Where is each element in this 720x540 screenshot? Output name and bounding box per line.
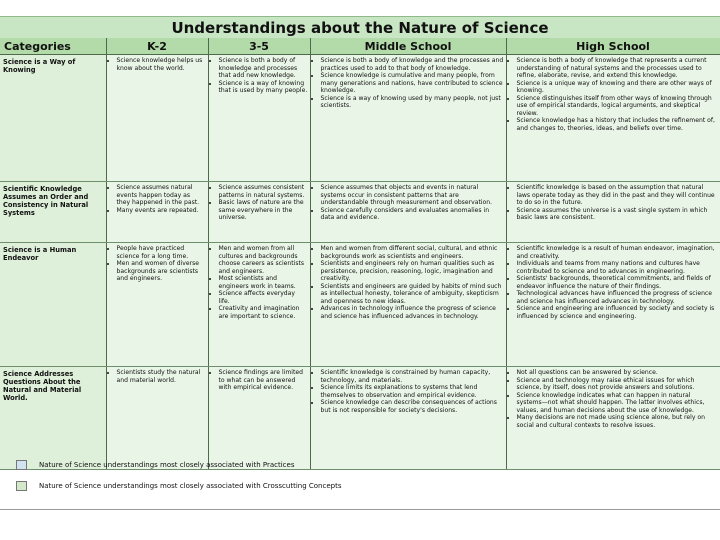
header-3-5: 3-5 <box>208 38 310 55</box>
list-item: • Technological advances have influenced the progress of science and science has influenced advances in technology. <box>517 290 718 305</box>
g35-cell <box>208 243 310 367</box>
list-item: • Science is a way of knowing used by many people, not just scientists. <box>321 95 504 110</box>
k2-cell <box>106 367 208 470</box>
list-item: • Science and technology may raise ethical issues for which science, by itself, does not provide answers and solutions. <box>517 377 718 392</box>
list-item: • Men and women from all cultures and backgrounds choose careers as scientists and engineers. <box>219 245 308 275</box>
list-item: • Science distinguishes itself from other ways of knowing through use of empirical standards, logical arguments, and skeptical review. <box>517 95 718 118</box>
table-row <box>0 367 720 470</box>
list-item: • Men and women from different social, cultural, and ethnic backgrounds work as scientists and engineers. <box>321 245 504 260</box>
list-item: • Many events are repeated. <box>117 207 206 215</box>
hs-cell <box>506 367 720 470</box>
list-item: • Science findings are limited to what can be answered with empirical evidence. <box>219 369 308 392</box>
list-item: • Science assumes consistent patterns in natural systems. <box>219 184 308 199</box>
hs-cell <box>506 182 720 243</box>
list-item: • Scientific knowledge is a result of human endeavor, imagination, and creativity. <box>517 245 718 260</box>
list-item: • Creativity and imagination are important to science. <box>219 305 308 320</box>
list-item: • Science affects everyday life. <box>219 290 308 305</box>
list-item: • Science carefully considers and evaluates anomalies in data and evidence. <box>321 207 504 222</box>
header-k2: K-2 <box>106 38 208 55</box>
list-item: • Scientists study the natural and material world. <box>117 369 206 384</box>
g35-cell <box>208 367 310 470</box>
list-item: • Not all questions can be answered by science. <box>517 369 718 377</box>
k2-cell <box>106 55 208 182</box>
list-item: • Science knowledge can describe consequences of actions but is not responsible for society's decisions. <box>321 399 504 414</box>
list-item: • Men and women of diverse backgrounds are scientists and engineers. <box>117 260 206 283</box>
list-item: • Individuals and teams from many nations and cultures have contributed to science and to advances in engineering. <box>517 260 718 275</box>
list-item: • Science assumes natural events happen today as they happened in the past. <box>117 184 206 207</box>
list-item: • Scientific knowledge is based on the assumption that natural laws operate today as they did in the past and they will continue to do so in the future. <box>517 184 718 207</box>
list-item: • Science is both a body of knowledge that represents a current understanding of natural systems and the processes used to refine, elaborate, revise, and extend this knowledge. <box>517 57 718 80</box>
ms-cell <box>310 367 506 470</box>
list-item: • Scientific knowledge is constrained by human capacity, technology, and materials. <box>321 369 504 384</box>
list-item: • Science knowledge is cumulative and many people, from many generations and nations, have contributed to science knowledge. <box>321 72 504 95</box>
title-bar <box>0 16 720 39</box>
list-item: • Science is a unique way of knowing and there are other ways of knowing. <box>517 80 718 95</box>
g35-cell <box>208 55 310 182</box>
list-item: • Science and engineering are influenced by society and society is influenced by science and engineering. <box>517 305 718 320</box>
bottom-divider <box>0 509 720 510</box>
header-middle-school: Middle School <box>310 38 506 55</box>
list-item: • Scientists' backgrounds, theoretical commitments, and fields of endeavor influence the nature of their findings. <box>517 275 718 290</box>
category-cell: Science Addresses Questions About the Natural and Material World. <box>0 367 106 470</box>
list-item: • Science is both a body of knowledge and processes that add new knowledge. <box>219 57 308 80</box>
legend-label: Nature of Science understandings most closely associated with Practices <box>39 461 295 469</box>
list-item: • Many decisions are not made using science alone, but rely on social and cultural contexts to resolve issues. <box>517 414 718 429</box>
k2-cell <box>106 243 208 367</box>
list-item: • Science knowledge has a history that includes the refinement of, and changes to, theories, ideas, and beliefs over time. <box>517 117 718 132</box>
hs-cell <box>506 55 720 182</box>
page-title: Understandings about the Nature of Science <box>171 19 549 37</box>
category-cell: Science is a Human Endeavor <box>0 243 106 367</box>
category-cell: Science is a Way of Knowing <box>0 55 106 182</box>
legend-swatch-blue <box>16 460 27 470</box>
list-item: • Science is a way of knowing that is used by many people. <box>219 80 308 95</box>
k2-cell <box>106 182 208 243</box>
table-row <box>0 243 720 367</box>
list-item: • Advances in technology influence the progress of science and science has influenced advances in technology. <box>321 305 504 320</box>
header-row <box>0 38 720 55</box>
header-high-school: High School <box>506 38 720 55</box>
list-item: • Science knowledge helps us know about the world. <box>117 57 206 72</box>
legend-swatch-green <box>16 481 27 491</box>
table-row <box>0 182 720 243</box>
ms-cell <box>310 182 506 243</box>
ms-cell <box>310 55 506 182</box>
g35-cell <box>208 182 310 243</box>
understandings-table <box>0 38 720 470</box>
list-item: • Most scientists and engineers work in teams. <box>219 275 308 290</box>
table-row <box>0 55 720 182</box>
list-item: • Science assumes the universe is a vast single system in which basic laws are consistent. <box>517 207 718 222</box>
list-item: • Scientists and engineers are guided by habits of mind such as intellectual honesty, tolerance of ambiguity, skepticism and openness to new ideas. <box>321 283 504 306</box>
legend-practices <box>16 460 294 470</box>
legend-crosscutting <box>16 481 341 491</box>
list-item: • Science knowledge indicates what can happen in natural systems—not what should happen. The latter involves ethics, values, and human decisions about the use of knowledge. <box>517 392 718 415</box>
hs-cell <box>506 243 720 367</box>
list-item: • Basic laws of nature are the same everywhere in the universe. <box>219 199 308 222</box>
legend-label: Nature of Science understandings most closely associated with Crosscutting Concepts <box>39 482 342 490</box>
list-item: • Scientists and engineers rely on human qualities such as persistence, precision, reasoning, logic, imagination and creativity. <box>321 260 504 283</box>
list-item: • People have practiced science for a long time. <box>117 245 206 260</box>
header-categories: Categories <box>0 38 106 55</box>
list-item: • Science is both a body of knowledge and the processes and practices used to add to that body of knowledge. <box>321 57 504 72</box>
list-item: • Science assumes that objects and events in natural systems occur in consistent patterns that are understandable through measurement and observation. <box>321 184 504 207</box>
list-item: • Science limits its explanations to systems that lend themselves to observation and empirical evidence. <box>321 384 504 399</box>
ms-cell <box>310 243 506 367</box>
category-cell: Scientific Knowledge Assumes an Order and Consistency in Natural Systems <box>0 182 106 243</box>
